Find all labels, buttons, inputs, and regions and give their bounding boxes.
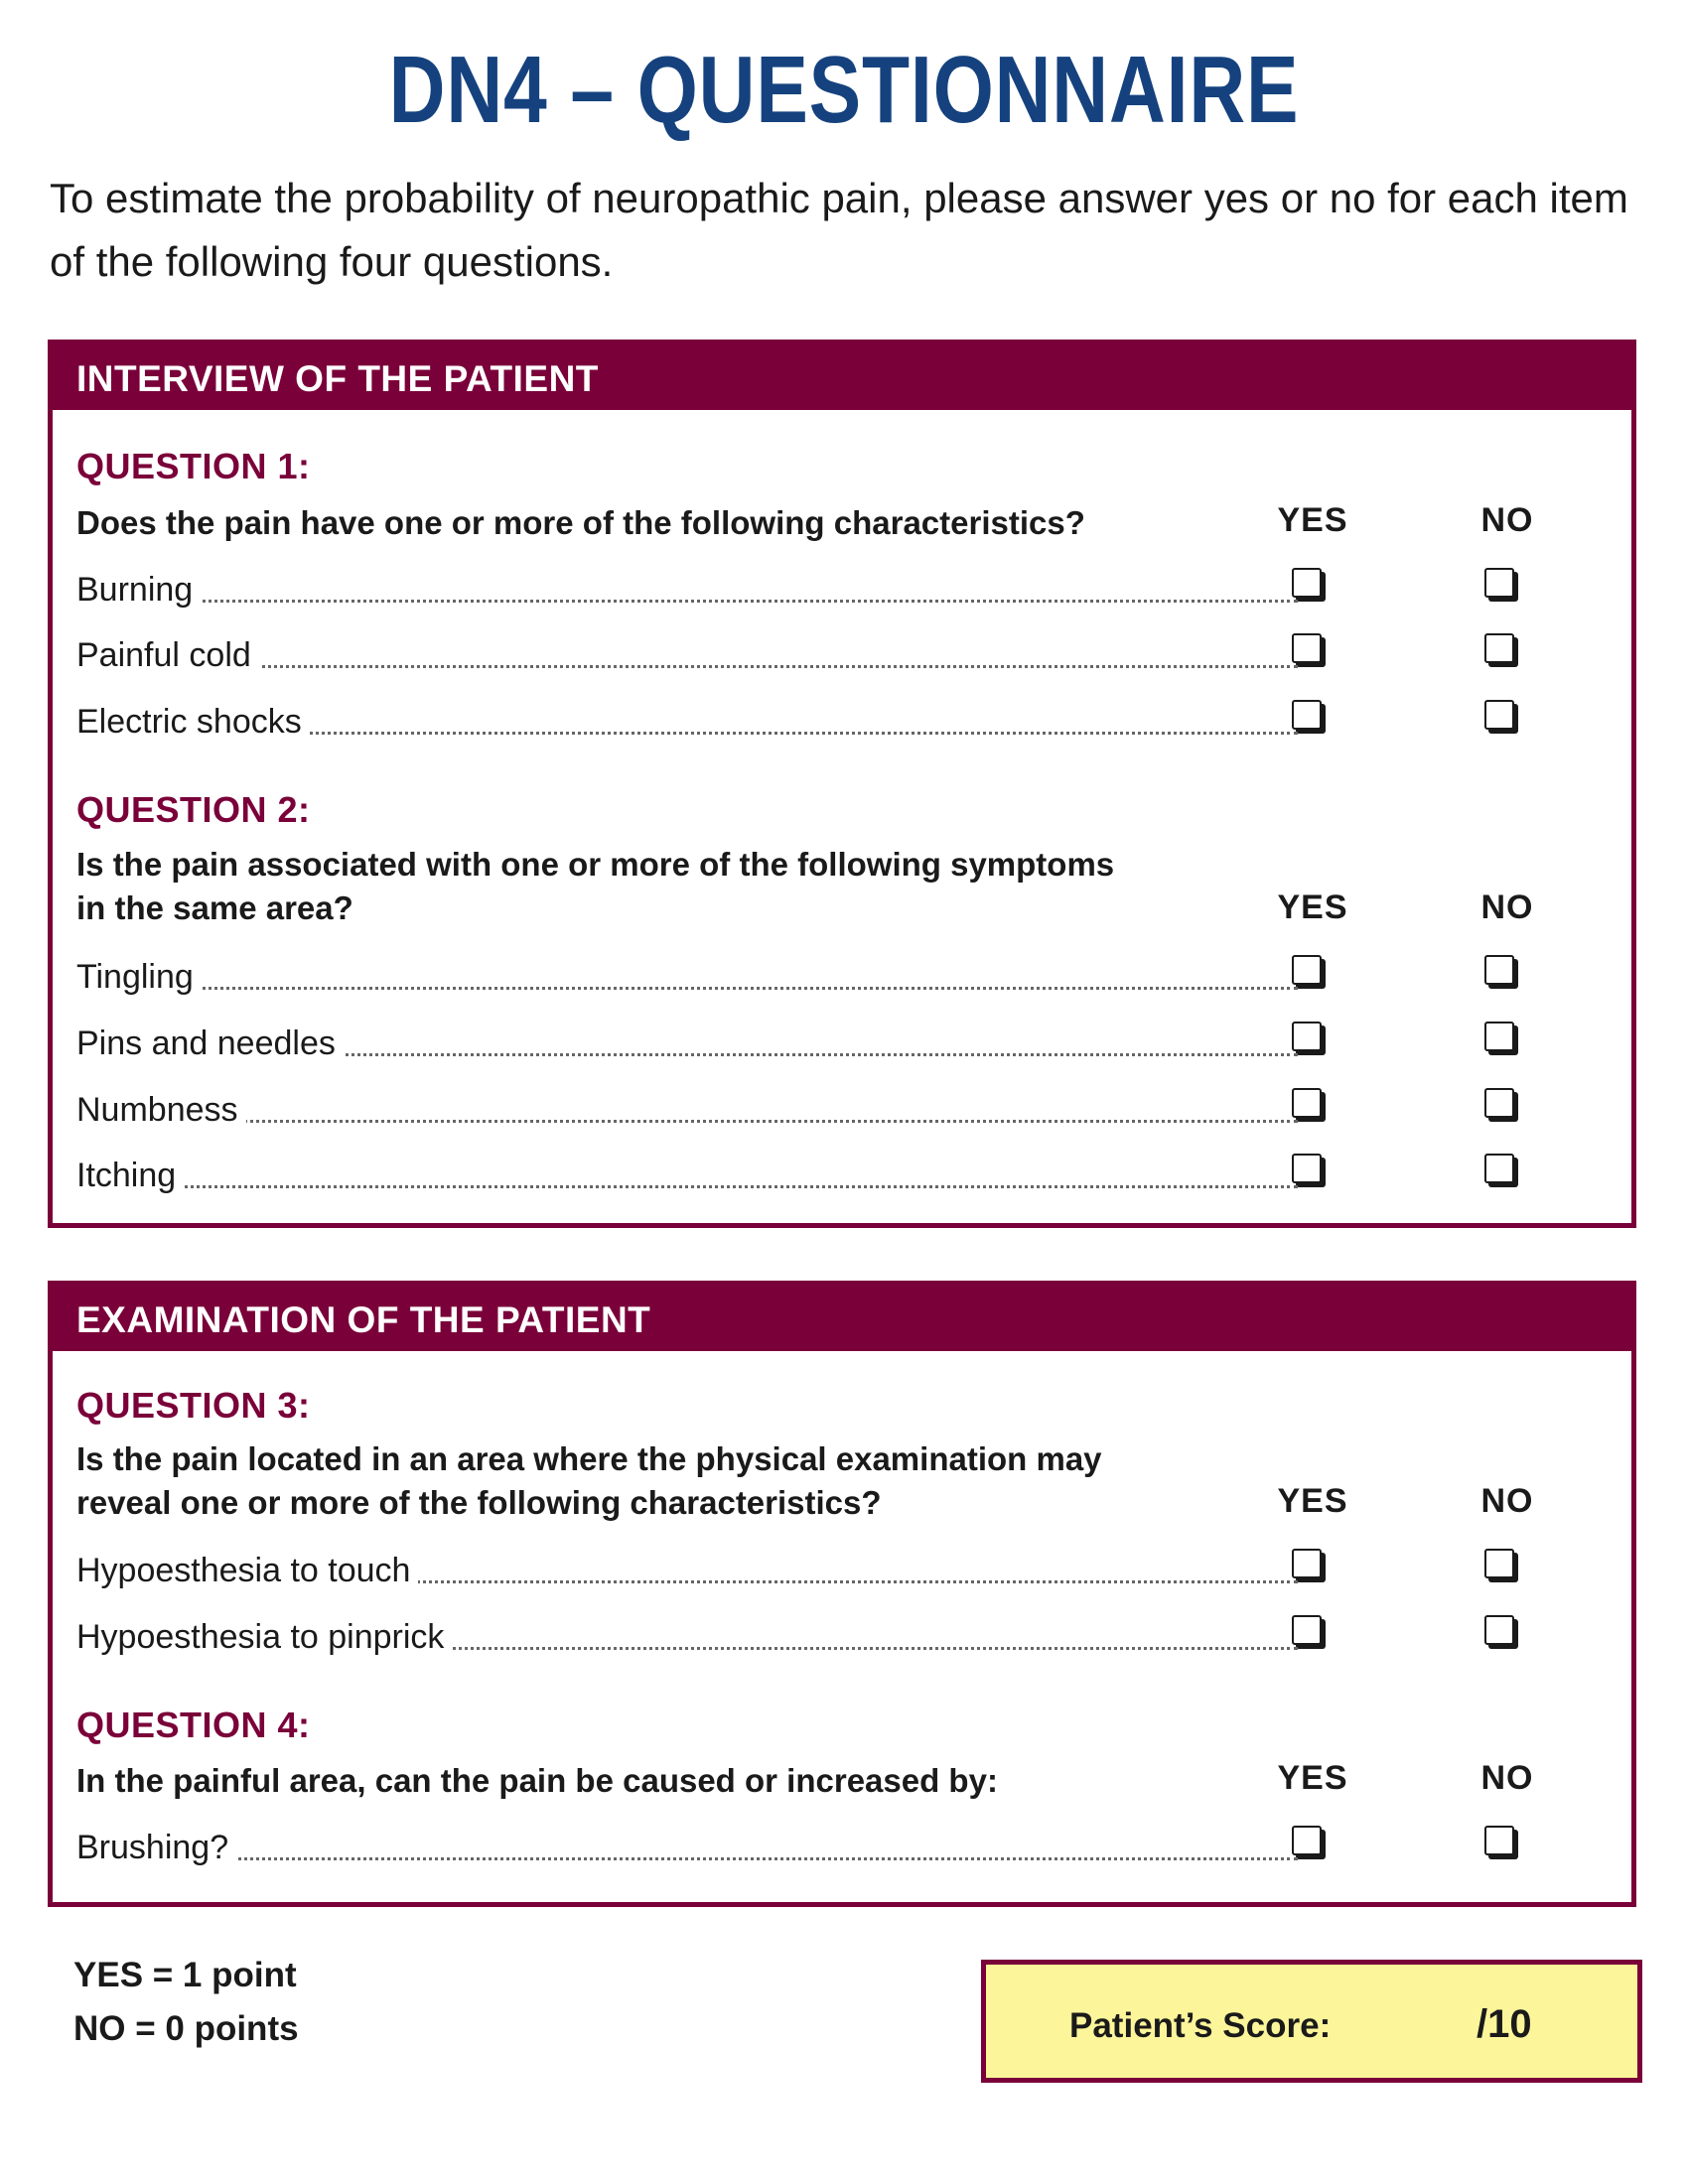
no-column-header: NO [1480, 1759, 1534, 1797]
legend-yes: YES = 1 point [73, 1956, 297, 1994]
leader-dots [76, 600, 1298, 603]
score-label: Patient’s Score: [1069, 2006, 1332, 2045]
item-label: Tingling [76, 952, 202, 1002]
question-3-text: Is the pain located in an area where the physical examination may reveal one or more of the following characteristics? [76, 1440, 1102, 1521]
electric-shocks-yes-checkbox[interactable] [1292, 700, 1322, 730]
tingling-no-checkbox[interactable] [1484, 955, 1514, 985]
burning-no-checkbox[interactable] [1484, 568, 1514, 598]
item-label: Itching [76, 1151, 184, 1200]
yes-column-header: YES [1277, 1759, 1348, 1797]
itching-yes-checkbox[interactable] [1292, 1154, 1322, 1183]
pins-and-needles-yes-checkbox[interactable] [1292, 1022, 1322, 1051]
patient-score-box [981, 1960, 1642, 2083]
item-pins-and-needles [76, 1019, 1298, 1068]
yes-column-header: YES [1277, 888, 1348, 926]
question-2-text: Is the pain associated with one or more of the following symptoms in the same area? [76, 846, 1115, 926]
leader-dots [76, 1120, 1298, 1123]
leader-dots [76, 987, 1298, 990]
pins-and-needles-no-checkbox[interactable] [1484, 1022, 1514, 1051]
burning-yes-checkbox[interactable] [1292, 568, 1322, 598]
section-header: EXAMINATION OF THE PATIENT [53, 1286, 1631, 1351]
intro-text: To estimate the probability of neuropathic pain, please answer yes or no for each item of the following four questions. [50, 175, 1628, 285]
question-1-text: Does the pain have one or more of the following characteristics? [76, 504, 1085, 541]
leader-dots [76, 1857, 1298, 1860]
item-itching [76, 1151, 1298, 1200]
item-painful-cold [76, 630, 1298, 680]
item-label: Burning [76, 565, 201, 614]
item-burning [76, 565, 1298, 614]
tingling-yes-checkbox[interactable] [1292, 955, 1322, 985]
score-value[interactable]: /10 [1477, 2002, 1532, 2046]
item-label: Electric shocks [76, 697, 310, 747]
brushing-yes-checkbox[interactable] [1292, 1826, 1322, 1855]
section-header: INTERVIEW OF THE PATIENT [53, 344, 1631, 410]
item-label: Pins and needles [76, 1019, 344, 1068]
question-3-label: QUESTION 3: [76, 1385, 311, 1426]
yes-column-header: YES [1277, 1482, 1348, 1520]
item-brushing [76, 1823, 1298, 1872]
hypoesthesia-pinprick-yes-checkbox[interactable] [1292, 1615, 1322, 1645]
legend-no: NO = 0 points [73, 2009, 299, 2048]
item-label: Hypoesthesia to pinprick [76, 1612, 452, 1662]
leader-dots [76, 1185, 1298, 1188]
item-label: Numbness [76, 1085, 246, 1135]
question-4-text: In the painful area, can the pain be caused or increased by: [76, 1762, 998, 1799]
item-electric-shocks [76, 697, 1298, 747]
no-column-header: NO [1480, 1482, 1534, 1520]
item-tingling [76, 952, 1298, 1002]
itching-no-checkbox[interactable] [1484, 1154, 1514, 1183]
hypoesthesia-touch-no-checkbox[interactable] [1484, 1549, 1514, 1578]
hypoesthesia-pinprick-no-checkbox[interactable] [1484, 1615, 1514, 1645]
item-hypoesthesia-touch [76, 1546, 1298, 1595]
item-hypoesthesia-pinprick [76, 1612, 1298, 1662]
numbness-no-checkbox[interactable] [1484, 1088, 1514, 1118]
no-column-header: NO [1480, 888, 1534, 926]
item-label: Painful cold [76, 630, 259, 680]
section-interview [48, 340, 1636, 1228]
numbness-yes-checkbox[interactable] [1292, 1088, 1322, 1118]
question-2-label: QUESTION 2: [76, 789, 311, 830]
painful-cold-yes-checkbox[interactable] [1292, 633, 1322, 663]
electric-shocks-no-checkbox[interactable] [1484, 700, 1514, 730]
yes-column-header: YES [1277, 501, 1348, 539]
item-label: Hypoesthesia to touch [76, 1546, 418, 1595]
hypoesthesia-touch-yes-checkbox[interactable] [1292, 1549, 1322, 1578]
item-numbness [76, 1085, 1298, 1135]
leader-dots [76, 665, 1298, 668]
no-column-header: NO [1480, 501, 1534, 539]
question-4-label: QUESTION 4: [76, 1705, 311, 1745]
section-examination [48, 1281, 1636, 1907]
brushing-no-checkbox[interactable] [1484, 1826, 1514, 1855]
painful-cold-no-checkbox[interactable] [1484, 633, 1514, 663]
question-1-label: QUESTION 1: [76, 446, 311, 486]
page-title: DN4 – QUESTIONNAIRE [388, 37, 1300, 143]
item-label: Brushing? [76, 1823, 236, 1872]
